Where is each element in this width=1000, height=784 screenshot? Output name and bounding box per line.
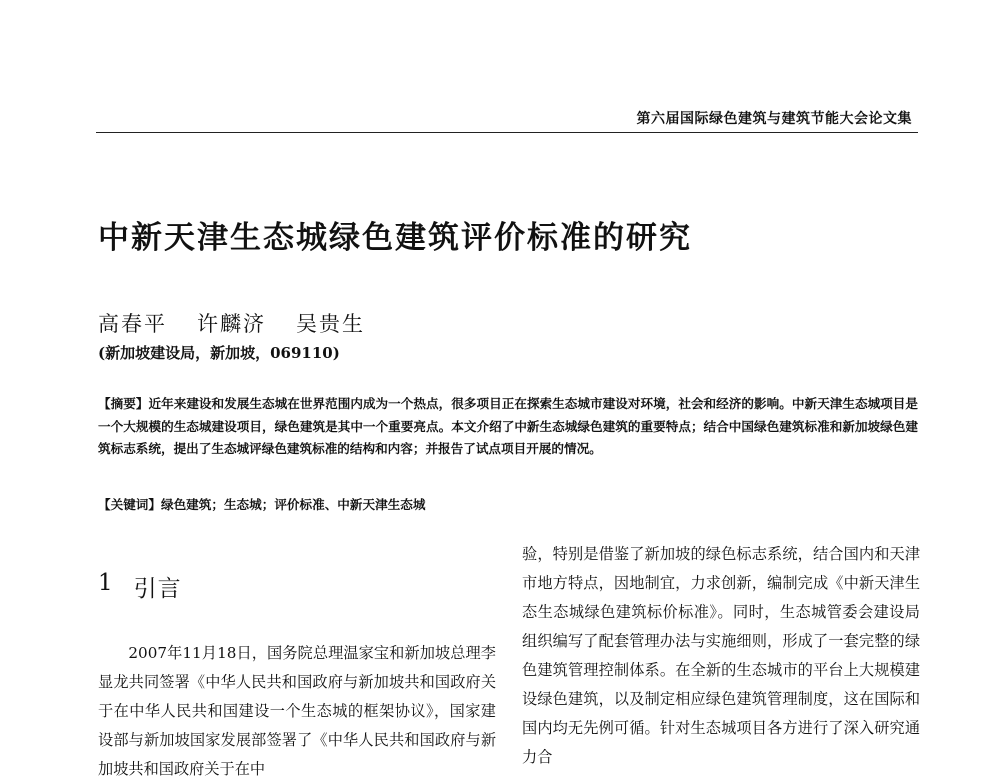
author-name: 许麟济 [197, 312, 266, 336]
right-column [522, 540, 920, 772]
paper-title: 中新天津生态城绿色建筑评价标准的研究 [98, 220, 692, 256]
running-head: 第六届国际绿色建筑与建筑节能大会论文集 [636, 111, 912, 127]
affiliation: (新加坡建设局，新加坡，069110) [98, 344, 340, 362]
section-heading [98, 570, 496, 603]
body-paragraph: 2007年11月18日，国务院总理温家宝和新加坡总理李显龙共同签署《中华人民共和国政府与新加坡共和国政府关于在中华人民共和国建设一个生态城的框架协议》，国家建设部与新加坡国家发展部签署了《中华人民共和国政府与新加坡共和国政府关于在中 [98, 644, 496, 778]
header-rule [96, 132, 918, 133]
abstract [98, 393, 918, 461]
author-name: 吴贵生 [296, 312, 365, 336]
section-title: 引言 [133, 576, 182, 602]
keywords [98, 494, 918, 516]
abstract-label: 【摘要】 [98, 396, 149, 411]
author-name: 高春平 [98, 312, 167, 336]
body-paragraph: 验，特别是借鉴了新加坡的绿色标志系统，结合国内和天津市地方特点，因地制宜，力求创新，编制完成《中新天津生态生态城绿色建筑标价标准》。同时，生态城管委会建设局组织编写了配套管理办法与实施细则，形成了一套完整的绿色建筑管理控制体系。在全新的生态城市的平台上大规模建设绿色建筑，以及制定相应绿色建筑管理制度，这在国际和国内均无先例可循。针对生态城项目各方进行了深入研究通力合 [522, 545, 920, 766]
left-column [98, 560, 496, 784]
author-list [98, 308, 365, 338]
section-number: 1 [98, 570, 114, 596]
abstract-text: 近年来建设和发展生态城在世界范围内成为一个热点，很多项目正在探索生态城市建设对环境，社会和经济的影响。中新天津生态城项目是一个大规模的生态城建设项目，绿色建筑是其中一个重要亮点。本文介绍了中新生态城绿色建筑的重要特点；结合中国绿色建筑标准和新加坡绿色建筑标志系统，提出了生态城评绿色建筑标准的结构和内容；并报告了试点项目开展的情况。 [98, 396, 919, 456]
keywords-text: 绿色建筑；生态城；评价标准、中新天津生态城 [160, 497, 426, 512]
keywords-label: 【关键词】 [98, 497, 161, 512]
